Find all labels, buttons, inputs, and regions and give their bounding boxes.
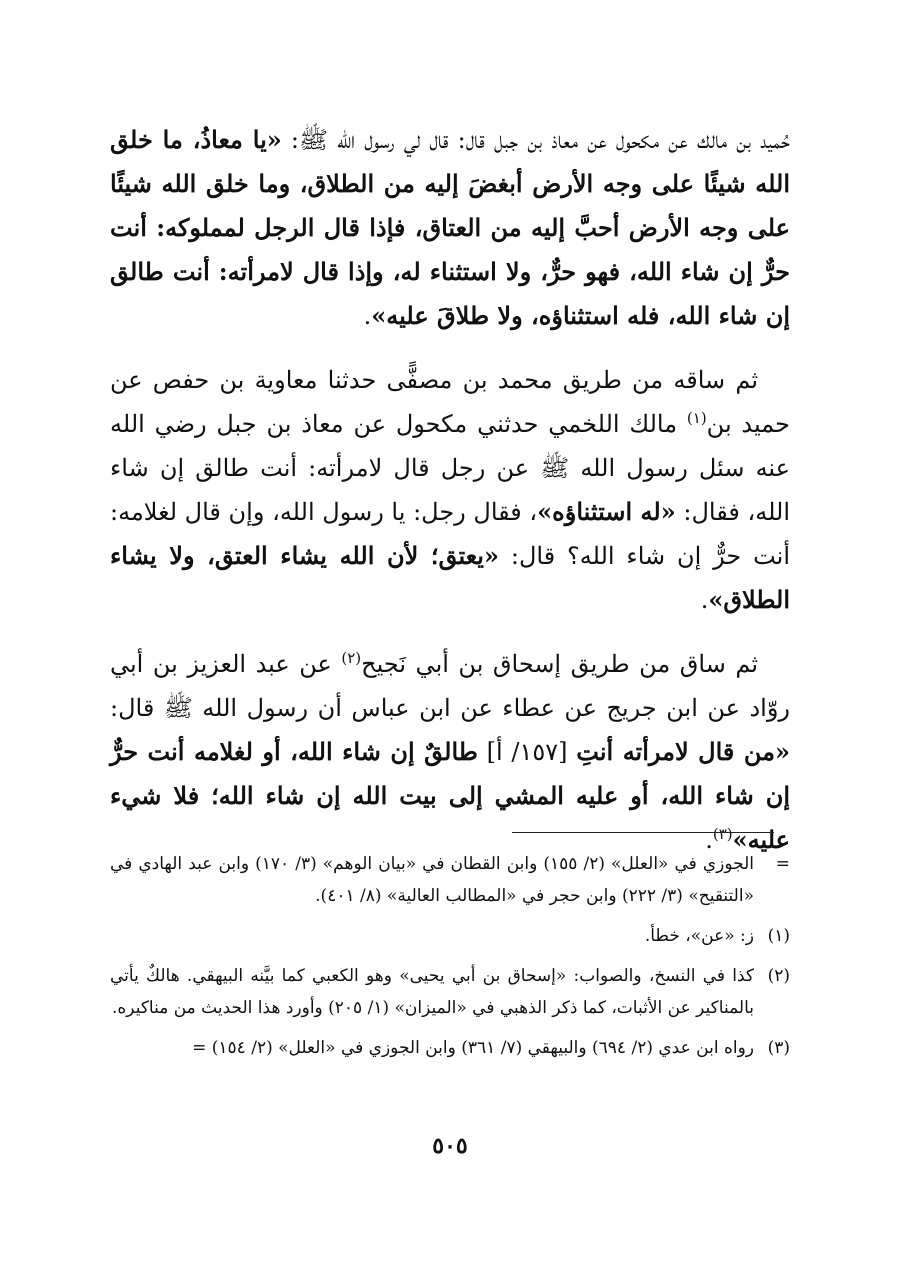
- footnote-1: [110, 920, 790, 952]
- page-number: ٥٠٥: [432, 1133, 468, 1159]
- footnote-text: رواه ابن عدي (٢/ ٦٩٤) والبيهقي (٧/ ٣٦١) وابن الجوزي في «العلل» (٢/ ١٥٤) =: [192, 1038, 754, 1058]
- footnote-continuation: [110, 848, 790, 912]
- paragraph-2-text-a: ثم ساقه من طريق محمد بن مصفًّى حدثنا معاوية بن حفص عن حميد بن: [110, 366, 790, 438]
- hadith-quote: «يا معاذُ، ما خلق الله شيئًا على وجه الأرض أبغضَ إليه من الطلاق، وما خلق الله شيئًا على وجه الأرض أحبَّ إليه من العتاق، فإذا قال الرجل لمملوكه: أنت حرٌّ إن شاء الله، فهو حرٌّ، ولا استثناء له، وإذا قال لامرأته: أنت طالق إن شاء الله، فله استثناؤه، ولا طلاقَ عليه»: [110, 125, 790, 330]
- main-text: [110, 118, 790, 882]
- paragraph-1-end: .: [363, 302, 372, 330]
- footnote-marker: (٢): [767, 966, 790, 986]
- hadith-quote: «له استثناؤه»: [537, 497, 676, 526]
- paragraph-1: [110, 118, 790, 338]
- paragraph-2-end: .: [700, 586, 709, 614]
- footnote-ref-3: (٣): [712, 825, 733, 843]
- footnote-marker: =: [775, 854, 790, 874]
- paragraph-3-text-a: ثم ساق من طريق إسحاق بن أبي نَجيح: [361, 650, 759, 678]
- footnote-separator: [512, 832, 774, 833]
- footnote-text: ز: «عن»، خطأ.: [644, 926, 754, 946]
- paragraph-3: [110, 642, 790, 862]
- hadith-quote: «يعتق؛ لأن الله يشاء العتق، ولا يشاء الطلاق»: [110, 541, 790, 614]
- footnote-3: [110, 1032, 790, 1064]
- footnote-ref-2: (٢): [341, 649, 362, 667]
- hadith-quote: طالقٌ إن شاء الله، أو لغلامه أنت حرٌّ إن شاء الله، أو عليه المشي إلى بيت الله إن شاء الله؛ فلا شيء عليه»: [110, 737, 790, 854]
- paragraph-3-end: .: [705, 826, 713, 854]
- paragraph-2-text-b: مالك اللخمي حدثني مكحول عن معاذ بن جبل رضي الله عنه سئل رسول الله ﷺ عن رجل قال لامرأته: أنت طالق إن شاء الله، فقال:: [110, 410, 791, 526]
- footnote-ref-1: (١): [686, 409, 707, 427]
- paragraph-1-text: حُميد بن مالك عن مكحول عن معاذ بن جبل قال: قال لي رسول الله ﷺ:: [281, 126, 790, 154]
- paragraph-2: [110, 358, 790, 622]
- footnote-2: [110, 960, 790, 1024]
- hadith-quote: «من قال لامرأته أنتِ: [576, 737, 791, 766]
- folio-marker: [١٥٧/ أ]: [477, 738, 577, 766]
- footnote-text: كذا في النسخ، والصواب: «إسحاق بن أبي يحيى» وهو الكعبي كما بيَّنه البيهقي. هالكٌ يأتي بالمناكير عن الأثبات، كما ذكر الذهبي في «الميزان» (١/ ٢٠٥) وأورد هذا الحديث من مناكيره.: [110, 966, 754, 1018]
- paragraph-3-text-b: عن عبد العزيز بن أبي روّاد عن ابن جريج عن عطاء عن ابن عباس أن رسول الله ﷺ قال:: [110, 650, 790, 722]
- footnote-text: الجوزي في «العلل» (٢/ ١٥٥) وابن القطان في «بيان الوهم» (٣/ ١٧٠) وابن عبد الهادي في «التنقيح» (٣/ ٢٢٢) وابن حجر في «المطالب العالية» (٨/ ٤٠١).: [110, 854, 755, 906]
- paragraph-2-text-c: ، فقال رجل: يا رسول الله، وإن قال لغلامه: أنت حرٌّ إن شاء الله؟ قال:: [110, 498, 790, 570]
- footnote-marker: (١): [767, 926, 790, 946]
- footnote-marker: (٣): [767, 1038, 790, 1058]
- footnotes: [110, 848, 790, 1072]
